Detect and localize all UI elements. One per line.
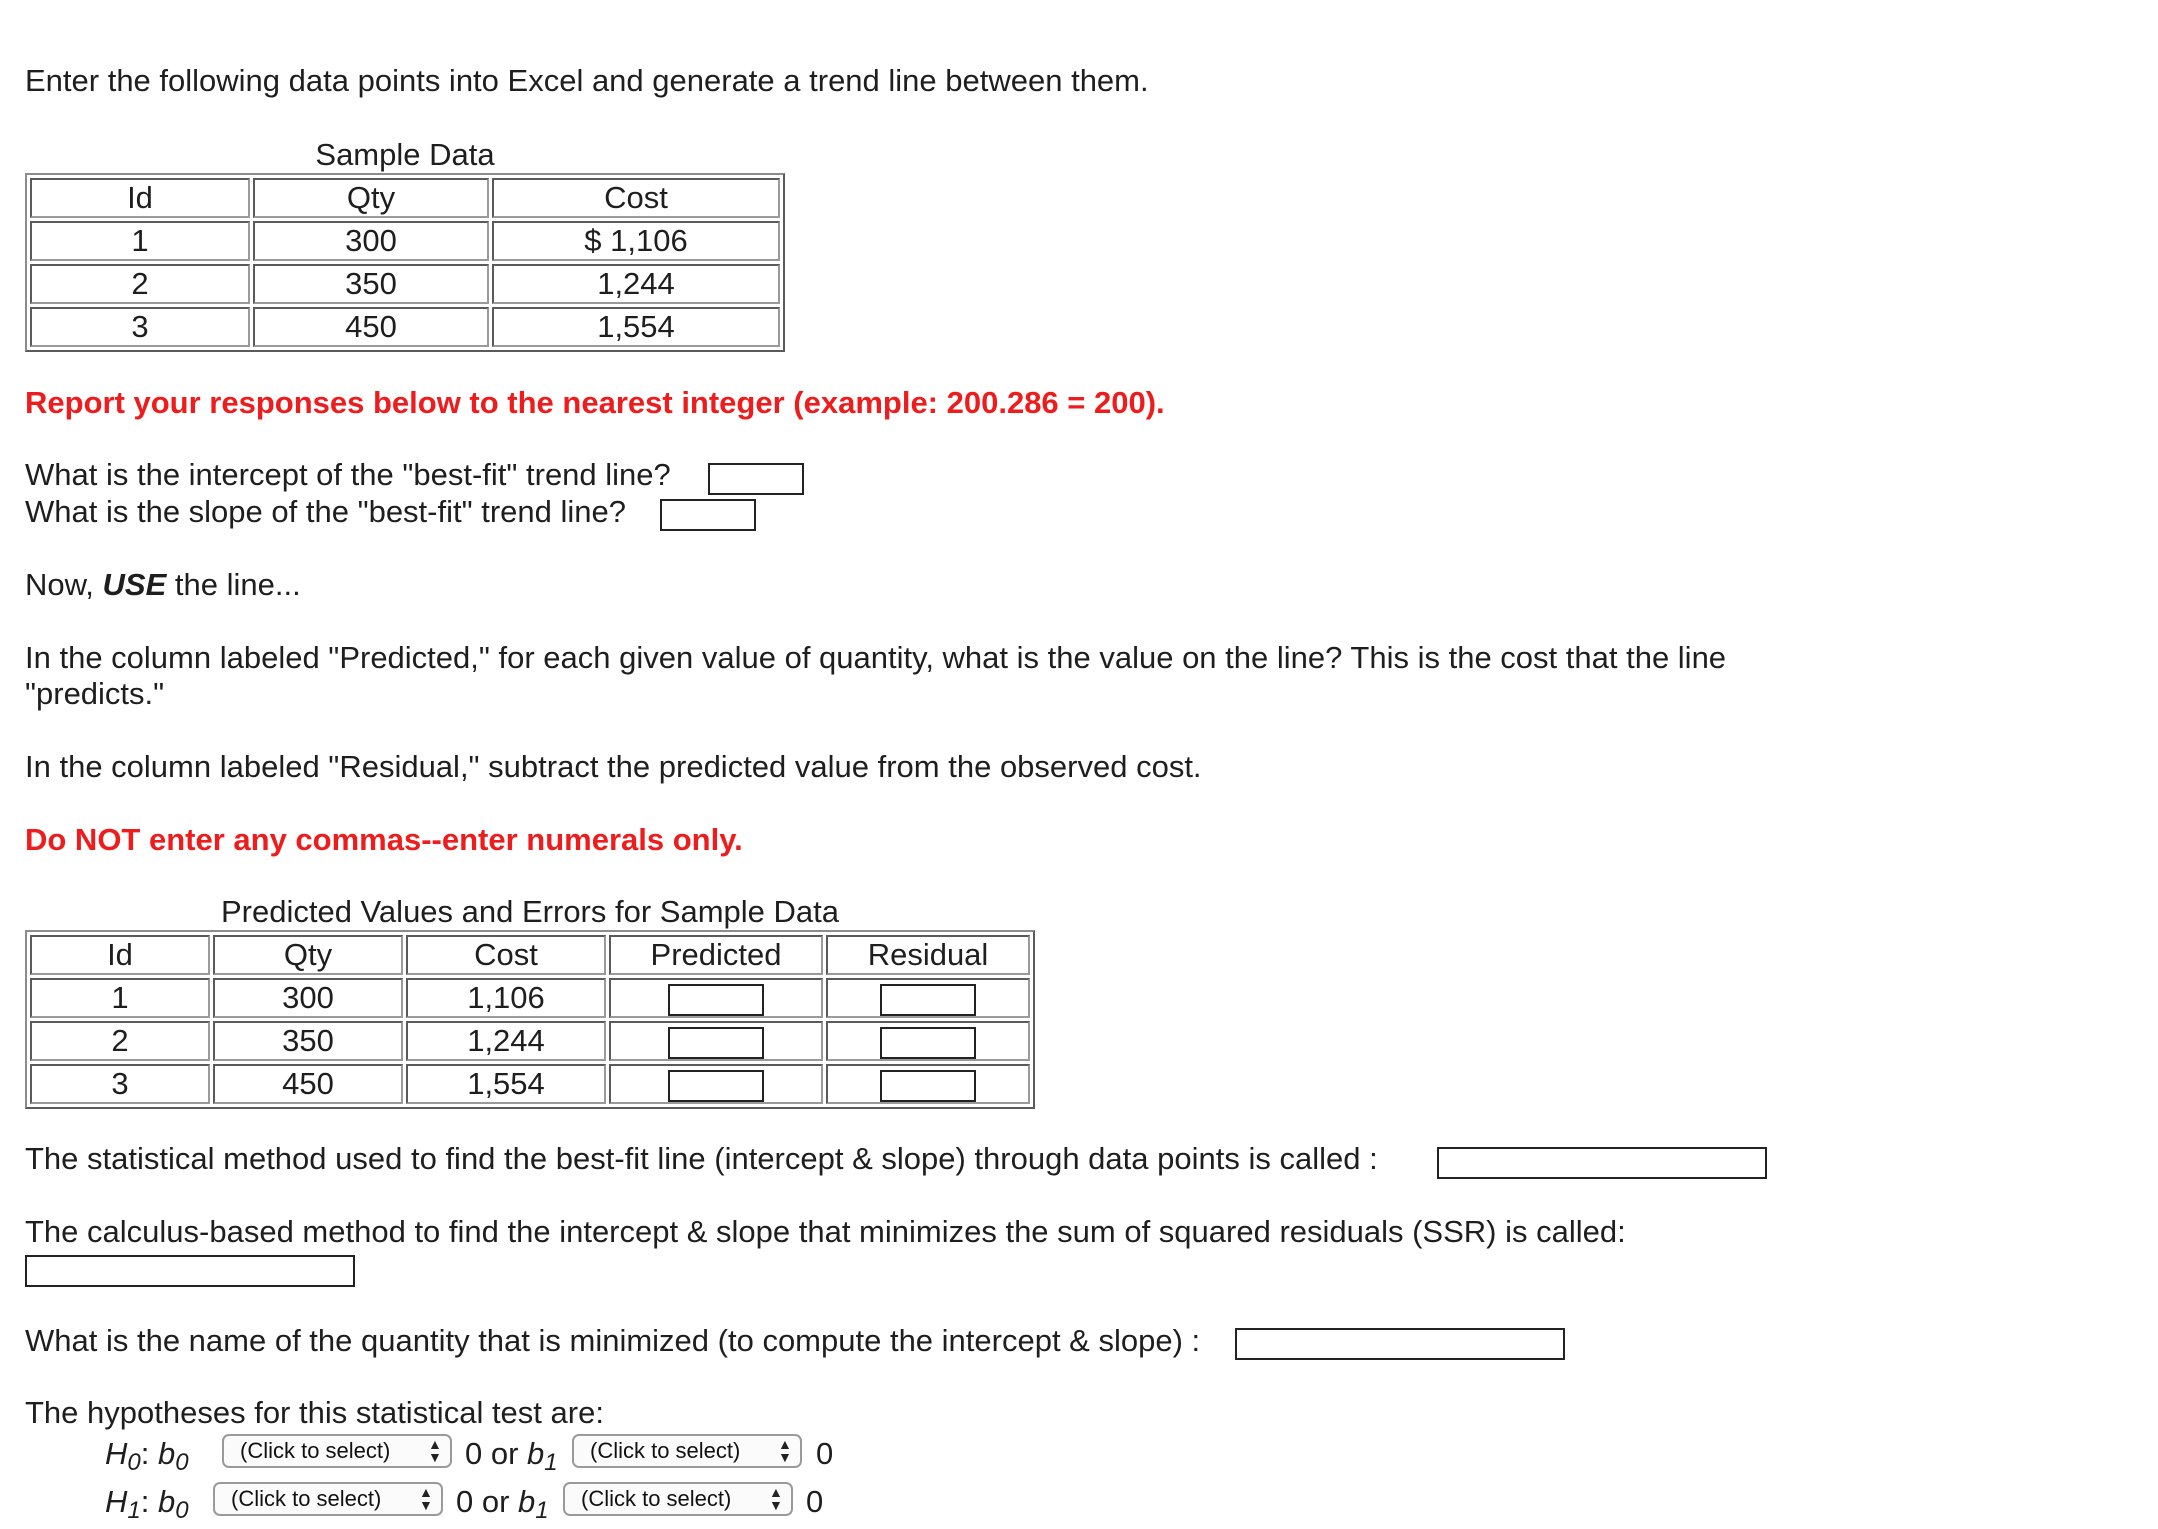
pred-table-caption: Predicted Values and Errors for Sample Data — [220, 894, 839, 929]
h1-b0-select[interactable]: (Click to select) ▲ ▼ — [213, 1482, 443, 1516]
table-row — [30, 264, 780, 304]
predicted-values-table — [25, 930, 1035, 1109]
sample-table-caption: Sample Data — [315, 137, 495, 172]
select-arrows-icon: ▲ ▼ — [419, 1484, 433, 1513]
report-note: Report your responses below to the nearest integer (example: 200.286 = 200). — [25, 385, 1165, 420]
predicted-input-1[interactable] — [668, 984, 764, 1016]
predicted-input-2[interactable] — [668, 1027, 764, 1059]
cell-cost: 1,554 — [406, 1064, 606, 1104]
header-id: Id — [30, 178, 250, 218]
h1-or-text: 0 or $b_1$ — [456, 1484, 549, 1524]
cell-qty: 450 — [213, 1064, 403, 1104]
h0-b1-select[interactable]: (Click to select) ▲ ▼ — [572, 1434, 802, 1468]
cell-qty: 450 — [253, 307, 489, 347]
cell-id: 3 — [30, 1064, 210, 1104]
cell-residual — [826, 978, 1030, 1018]
cell-id: 2 — [30, 264, 250, 304]
h0-label: $H_0$: $b_0$ — [105, 1436, 189, 1476]
cell-qty: 350 — [213, 1021, 403, 1061]
h0-or-text: 0 or $b_1$ — [465, 1436, 558, 1476]
h0-zero: 0 — [816, 1436, 834, 1471]
sample-data-table — [25, 173, 785, 352]
header-id: Id — [30, 935, 210, 975]
hypotheses-title: The hypotheses for this statistical test are: — [25, 1395, 604, 1430]
cell-predicted — [609, 1064, 823, 1104]
header-predicted: Predicted — [609, 935, 823, 975]
calculus-input[interactable] — [25, 1255, 355, 1287]
select-arrows-icon: ▲ ▼ — [778, 1436, 792, 1465]
header-qty: Qty — [253, 178, 489, 218]
use-line-text — [25, 566, 301, 603]
h1-zero: 0 — [806, 1484, 824, 1519]
select-arrows-icon: ▲ ▼ — [769, 1484, 783, 1513]
cell-cost: $ 1,106 — [492, 221, 780, 261]
table-header-row — [30, 935, 1030, 975]
cell-qty: 350 — [253, 264, 489, 304]
use-line-emphasis: USE — [102, 567, 167, 602]
residual-input-1[interactable] — [880, 984, 976, 1016]
h1-label: $H_1$: $b_0$ — [105, 1484, 189, 1524]
predicted-input-3[interactable] — [668, 1070, 764, 1102]
method-input[interactable] — [1437, 1147, 1767, 1179]
cell-predicted — [609, 978, 823, 1018]
method-question: The statistical method used to find the best-fit line (intercept & slope) through data points is called : — [25, 1141, 1378, 1176]
predicted-instruction-line2: "predicts." — [25, 676, 165, 711]
table-row — [30, 1021, 1030, 1061]
residual-input-2[interactable] — [880, 1027, 976, 1059]
header-qty: Qty — [213, 935, 403, 975]
quantity-input[interactable] — [1235, 1328, 1565, 1360]
cell-cost: 1,106 — [406, 978, 606, 1018]
cell-id: 3 — [30, 307, 250, 347]
table-row — [30, 1064, 1030, 1104]
cell-cost: 1,244 — [492, 264, 780, 304]
header-cost: Cost — [406, 935, 606, 975]
h1-b1-select[interactable]: (Click to select) ▲ ▼ — [563, 1482, 793, 1516]
cell-cost: 1,244 — [406, 1021, 606, 1061]
cell-id: 1 — [30, 978, 210, 1018]
select-arrows-icon: ▲ ▼ — [428, 1436, 442, 1465]
use-line-prefix: Now, — [25, 567, 103, 602]
predicted-instruction-line1: In the column labeled "Predicted," for each given value of quantity, what is the value on the line? This is the cost that the line — [25, 640, 1727, 675]
intercept-question: What is the intercept of the "best-fit" trend line? — [25, 457, 671, 492]
cell-residual — [826, 1021, 1030, 1061]
table-row — [30, 978, 1030, 1018]
cell-id: 1 — [30, 221, 250, 261]
header-cost: Cost — [492, 178, 780, 218]
h0-b0-select[interactable]: (Click to select) ▲ ▼ — [222, 1434, 452, 1468]
slope-input[interactable] — [660, 499, 756, 531]
cell-cost: 1,554 — [492, 307, 780, 347]
cell-id: 2 — [30, 1021, 210, 1061]
cell-predicted — [609, 1021, 823, 1061]
calculus-question: The calculus-based method to find the intercept & slope that minimizes the sum of squared residuals (SSR) is called: — [25, 1214, 1626, 1249]
intro-text: Enter the following data points into Excel and generate a trend line between them. — [25, 63, 1149, 98]
quantity-question: What is the name of the quantity that is minimized (to compute the intercept & slope) : — [25, 1323, 1201, 1358]
commas-note: Do NOT enter any commas--enter numerals only. — [25, 822, 743, 857]
header-residual: Residual — [826, 935, 1030, 975]
table-row — [30, 307, 780, 347]
table-row — [30, 221, 780, 261]
intercept-input[interactable] — [708, 463, 804, 495]
table-header-row — [30, 178, 780, 218]
cell-qty: 300 — [213, 978, 403, 1018]
cell-residual — [826, 1064, 1030, 1104]
use-line-suffix: the line... — [166, 567, 301, 602]
slope-question: What is the slope of the "best-fit" trend line? — [25, 494, 626, 529]
cell-qty: 300 — [253, 221, 489, 261]
residual-instruction: In the column labeled "Residual," subtract the predicted value from the observed cost. — [25, 749, 1202, 784]
residual-input-3[interactable] — [880, 1070, 976, 1102]
